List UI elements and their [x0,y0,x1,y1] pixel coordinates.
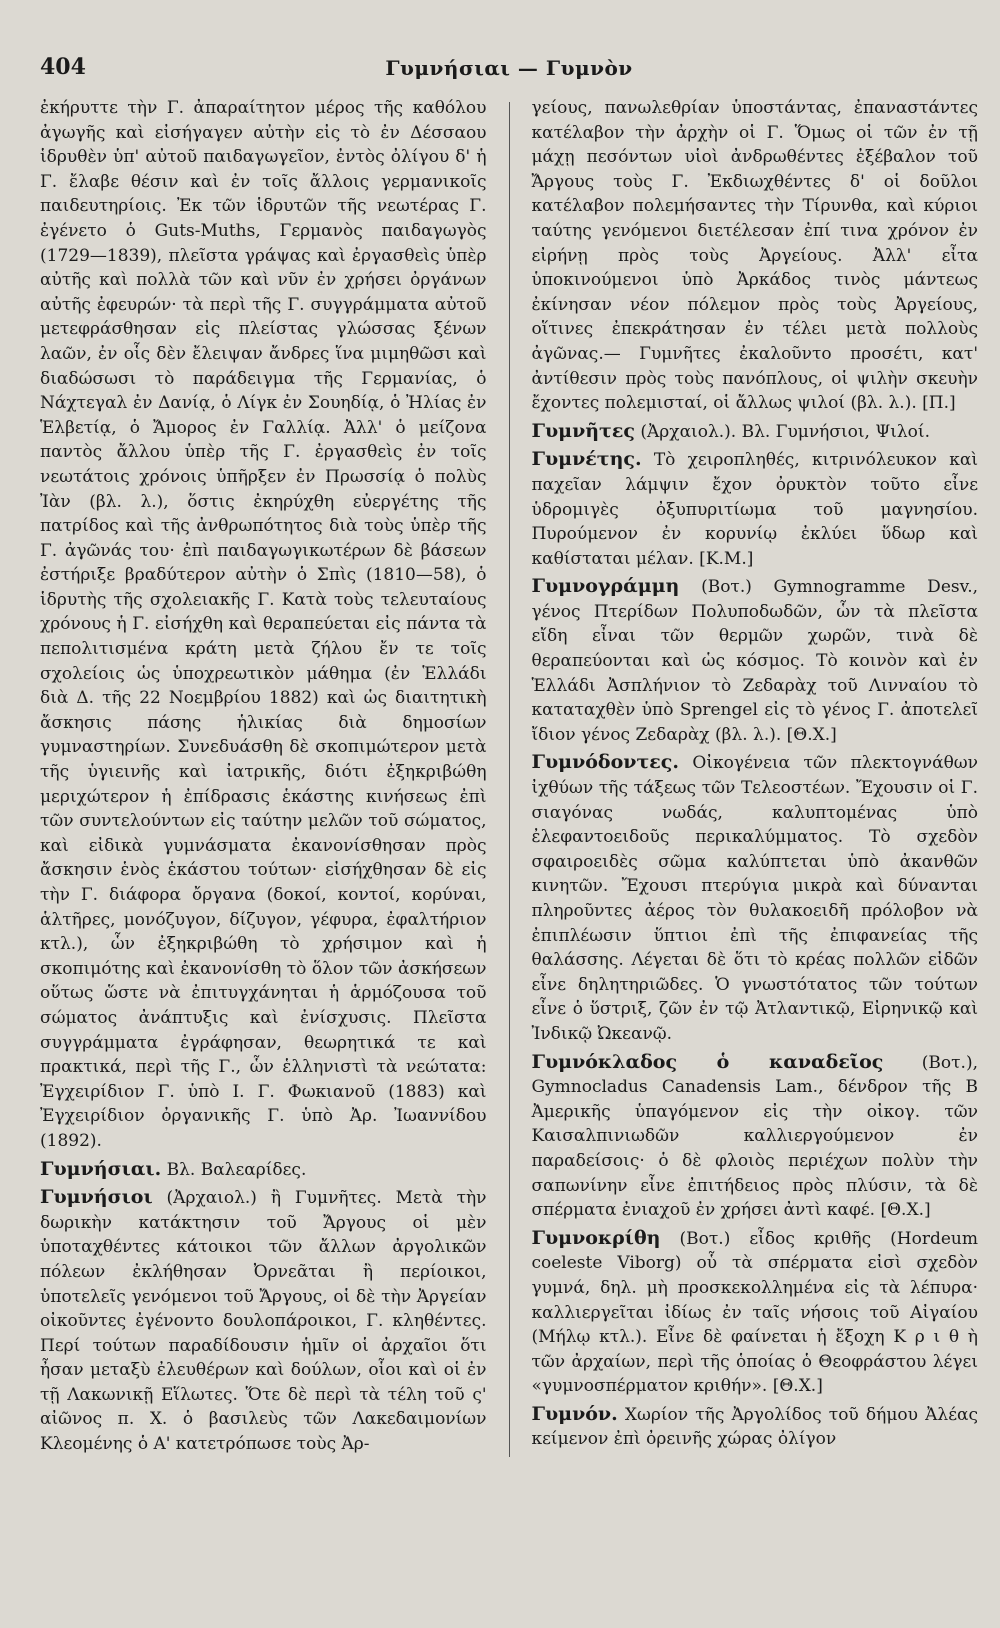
entry-text: (Ἀρχαιολ.) ἢ Γυμνῆτες. Μετὰ τὴν δωρικὴν κατάκτησιν τοῦ Ἄργους οἱ μὲν ὑποταχθέντες κάτοικοι τῶν ἄλλων ἀργολικῶν πόλεων ἐκλήθησαν Ὀρνεᾶται ἢ περίοικοι, ὑποτελεῖς γενόμενοι τοῦ Ἄργους, οἱ δὲ τὴν Ἀργείαν οἰκοῦντες ἐγένοντο δουλοπάροικοι, Γ. κληθέντες. Περί τούτων παραδίδουσιν ἡμῖν οἱ ἀρχαῖοι ὅτι ἦσαν μεταξὺ ἐλευθέρων καὶ δούλων, οἷοι καὶ οἱ ἐν τῇ Λακωνικῇ Εἵλωτες. Ὅτε δὲ περὶ τὰ τέλη τοῦ ς' αἰῶνος π. Χ. ὁ βασιλεὺς τῶν Λακεδαιμονίων Κλεομένης ὁ Α' κατετρόπωσε τοὺς Ἀρ- [40,1188,487,1455]
entry-text: (Ἀρχαιολ.). Βλ. Γυμνήσιοι, Ψιλοί. [640,421,930,442]
right-column [531,96,978,1457]
dictionary-entry [40,1157,487,1183]
entry-lemma: Γυμνῆτες [531,419,635,442]
dictionary-entry [531,419,978,445]
entry-lemma: Γυμνογράμμη [531,575,680,598]
left-column [40,96,487,1457]
entry-lemma: Γυμνέτης. [531,448,642,471]
dictionary-entry [531,1050,978,1223]
entry-lemma: Γυμνόδοντες. [531,751,679,774]
dictionary-entry [531,1226,978,1399]
column-divider [509,102,510,1457]
dictionary-entry [531,447,978,571]
entry-lemma: Γυμνήσιοι [40,1186,153,1209]
entry-text: Βλ. Βαλεαρίδες. [166,1159,307,1180]
dictionary-entry [531,1402,978,1452]
entry-lemma: Γυμνοκρίθη [531,1226,661,1249]
entry-text: (Βοτ.), Gymnocladus Canadensis Lam., δένδρον τῆς Β Ἀμερικῆς ὑπαγόμενον εἰς τὴν οἰκογ. τῶν Καισαλπινιωδῶν καλλιεργούμενον ἐν παραδείσοις· ὁ δὲ φλοιὸς περιέχων πολὺν τὴν σαπωνίνην εἶνε ἐπιτήδειος πρὸς πλύσιν, τὰ δὲ σπέρματα ἐνιαχοῦ ἐν χρήσει ἀντὶ καφέ. [Θ.Χ.] [531,1052,979,1221]
entry-text: (Βοτ.) Gymnogramme Desv., γένος Πτερίδων Πολυποδωδῶν, ὧν τὰ πλεῖστα εἴδη εἶναι τῶν θερμῶν χωρῶν, τινὰ δὲ θεραπεύονται καὶ ὡς κόσμος. Τὸ κοινὸν καὶ ἐν Ἑλλάδι Ἀσπλήνιον τὸ Ζεδαρὰχ τοῦ Λινναίου τὸ καταταχθὲν ὑπὸ Sprengel εἰς τὸ γένος Γ. ἀποτελεῖ ἴδιον γένος Ζεδαρὰχ (βλ. λ.). [Θ.Χ.] [531,577,978,745]
page-number: 404 [40,54,86,80]
dictionary-entry [531,96,978,416]
dictionary-entry [40,96,487,1154]
page-header [40,40,978,96]
entry-text: (Βοτ.) εἶδος κριθῆς (Hordeum coeleste Viborg) οὗ τὰ σπέρματα εἰσὶ σχεδὸν γυμνά, δηλ. μὴ προσκεκολλημένα εἰς τὰ λέπυρα· καλλιεργεῖται ἰδίως ἐν ταῖς νήσοις τοῦ Αἰγαίου (Μήλῳ κτλ.). Εἶνε δὲ φαίνεται ἡ ἔξοχη Κ ρ ι θ ὴ τῶν ἀρχαίων, περὶ τῆς ὁποίας ὁ Θεοφράστου λέγει «γυμνοσπέρματον κριθήν». [Θ.Χ.] [531,1228,978,1397]
entry-text: γείους, πανωλεθρίαν ὑποστάντας, ἐπαναστάντες κατέλαβον τὴν ἀρχὴν οἱ Γ. Ὅμως οἱ τῶν ἐν τῇ μάχῃ πεσόντων υἱοὶ ἀνδρωθέντες ἐξέβαλον τοῦ Ἄργους τοὺς Γ. Ἐκδιωχθέντες δ' οἱ δοῦλοι κατέλαβον πολεμήσαντες τὴν Τίρυνθα, καὶ κύριοι ταύτης γενόμενοι διετέλεσαν ἐπί τινα χρόνον ἐν εἰρήνῃ πρὸς τοὺς Ἀργείους. Ἀλλ' εἶτα ὑποκινούμενοι ὑπὸ Ἀρκάδος τινὸς μάντεως ἐκίνησαν νέον πόλεμον πρὸς τοὺς Ἀργείους, οἵτινες ἐπεκράτησαν ἐν τέλει μετὰ πολλοὺς ἀγῶνας.— Γυμνῆτες ἐκαλοῦντο προσέτι, κατ' ἀντίθεσιν πρὸς τοὺς πανόπλους, οἱ ψιλὴν σκευὴν ἔχοντες πολεμισταί, οἱ ἄλλως ψιλοί (βλ. λ.). [Π.] [531,98,978,414]
entry-text: Χωρίον τῆς Ἀργολίδος τοῦ δήμου Ἀλέας κείμενον ἐπὶ ὀρεινῆς χώρας ὀλίγον [531,1404,978,1450]
entry-text: Οἰκογένεια τῶν πλεκτογνάθων ἰχθύων τῆς τάξεως τῶν Τελεοστέων. Ἔχουσιν οἱ Γ. σιαγόνας νωδάς, καλυπτομένας ὑπὸ ἐλεφαντοειδοῦς περικαλύμματος. Τὸ σχεδὸν σφαιροειδὲς σῶμα καλύπτεται ὑπὸ ἀκανθῶν κινητῶν. Ἔχουσι πτερύγια μικρὰ καὶ δύνανται πληροῦντες ἀέρος τὸν θυλακοειδῆ πρόλοβον νὰ ἐπιπλέωσιν ὕπτιοι ἐπὶ τῆς ἐπιφανείας τῆς θαλάσσης. Λέγεται δὲ ὅτι τὸ κρέας πολλῶν εἰδῶν εἶνε δηλητηριῶδες. Ὁ γνωστότατος τῶν τούτων εἶνε ὁ ὕστριξ, ζῶν ἐν τῷ Ἀτλαντικῷ, Εἰρηνικῷ καὶ Ἰνδικῷ Ὠκεανῷ. [531,753,978,1044]
running-head: Γυμνήσιαι — Γυμνὸν [385,56,633,80]
dictionary-entry [531,750,978,1046]
dictionary-entry [40,1185,487,1457]
entry-lemma: Γυμνήσιαι. [40,1157,162,1180]
entry-lemma: Γυμνόκλαδος ὁ καναδεῖος [531,1050,884,1073]
entry-text: ἐκήρυττε τὴν Γ. ἀπαραίτητον μέρος τῆς καθόλου ἀγωγῆς καὶ εἰσήγαγεν αὐτὴν εἰς τὸ ἐν Δέσσαου ἱδρυθὲν ὑπ' αὐτοῦ παιδαγωγεῖον, ἐντὸς ὀλίγου δ' ἡ Γ. ἔλαβε θέσιν καὶ ἐν τοῖς ἄλλοις γερμανικοῖς παιδευτηρίοις. Ἐκ τῶν ἱδρυτῶν τῆς νεωτέρας Γ. ἐγένετο ὁ Guts-Muths, Γερμανὸς παιδαγωγὸς (1729—1839), πλεῖστα γράψας καὶ ἐργασθεὶς ὑπὲρ αὐτῆς καὶ πολλὰ τῶν καὶ νῦν ἐν χρήσει ὀργάνων αὐτῆς ἐφευρών· τὰ περὶ τῆς Γ. συγγράμματα αὐτοῦ μετεφράσθησαν εἰς πλείστας γλώσσας ξένων λαῶν, ἐν οἷς δὲν ἔλειψαν ἄνδρες ἵνα μιμηθῶσι καὶ διαδώσωσι τὸ παράδειγμα τῆς Γερμανίας, ὁ Νάχτεγαλ ἐν Δανίᾳ, ὁ Λίγκ ἐν Σουηδίᾳ, ὁ Ἠλίας ἐν Ἑλβετίᾳ, ὁ Ἄμορος ἐν Γαλλίᾳ. Ἀλλ' ὁ μείζονα παντὸς ἄλλου ὑπὲρ τῆς Γ. ἐργασθεὶς ἐν τοῖς νεωτάτοις χρόνοις ὑπῆρξεν ἐν Πρωσσίᾳ ὁ πολὺς Ἰὰν (βλ. λ.), ὅστις ἐκηρύχθη εὐεργέτης τῆς πατρίδος καὶ τῆς ἀνθρωπότητος διὰ τοὺς ὑπὲρ τῆς Γ. ἀγῶνάς του· ἐπὶ παιδαγωγικωτέρων δὲ βάσεων ἐστήριξε βραδύτερον αὐτὴν ὁ Σπὶς (1810—58), ὁ ἱδρυτὴς τῆς σχολειακῆς Γ. Κατὰ τοὺς τελευταίους χρόνους ἡ Γ. εἰσήχθη καὶ θεραπεύεται εἰς πάντα τὰ πεπολιτισμένα κράτη μετὰ ζήλου ἔν τε τοῖς σχολείοις ὡς ὑποχρεωτικὸν μάθημα (ἐν Ἑλλάδι διὰ Δ. τῆς 22 Νοεμβρίου 1882) καὶ ὡς διαιτητικὴ ἄσκησις πάσης ἡλικίας διὰ δημοσίων γυμναστηρίων. Συνεδυάσθη δὲ σκοπιμώτερον μετὰ τῆς ὑγιεινῆς καὶ ἰατρικῆς, διότι ἐξηκριβώθη μεριχώτερον ἡ ἐπίδρασις ἑκάστης κινήσεως ἐπὶ τῶν συντελούντων εἰς ταύτην μελῶν τοῦ σώματος, καὶ εἰδικὰ γυμνάσματα ἐκανονίσθησαν πρὸς ἄσκησιν ἑνὸς ἑκάστου τούτων· εἰσήχθησαν δὲ εἰς τὴν Γ. διάφορα ὄργανα (δοκοί, κοντοί, κορύναι, ἁλτῆρες, μονόζυγον, δίζυγον, γέφυρα, ἐφαλτήριον κτλ.), ὧν ἐξηκριβώθη τὸ χρήσιμον καὶ ἡ σκοπιμότης καὶ ἐκανονίσθη τὸ ὅλον τῶν ἀσκήσεων οὕτως ὥστε νὰ ἐπιτυγχάνηται ἡ ἁρμόζουσα τοῦ σώματος ἀνάπτυξις καὶ ἐνίσχυσις. Πλεῖστα συγγράμματα ἐγράφησαν, θεωρητικά τε καὶ πρακτικά, περὶ τῆς Γ., ὧν ἑλληνιστὶ τὰ νεώτατα: Ἐγχειρίδιον Γ. ὑπὸ Ι. Γ. Φωκιανοῦ (1883) καὶ Ἐγχειρίδιον ὀργανικῆς Γ. ὑπὸ Ἀρ. Ἰωαννίδου (1892). [40,98,487,1151]
entry-lemma: Γυμνόν. [531,1402,618,1425]
dictionary-entry [531,574,978,747]
entry-text: Τὸ χειροπληθές, κιτρινόλευκον καὶ παχεῖαν λάμψιν ἔχον ὀρυκτὸν τοῦτο εἶνε ὑδρομιγὲς ὀξυπυριτίωμα τοῦ μαγνησίου. Πυρούμενον ἐν κορυνίῳ ἐκλύει ὕδωρ καὶ καθίσταται μέλαν. [Κ.Μ.] [531,450,978,569]
text-columns [40,96,978,1457]
